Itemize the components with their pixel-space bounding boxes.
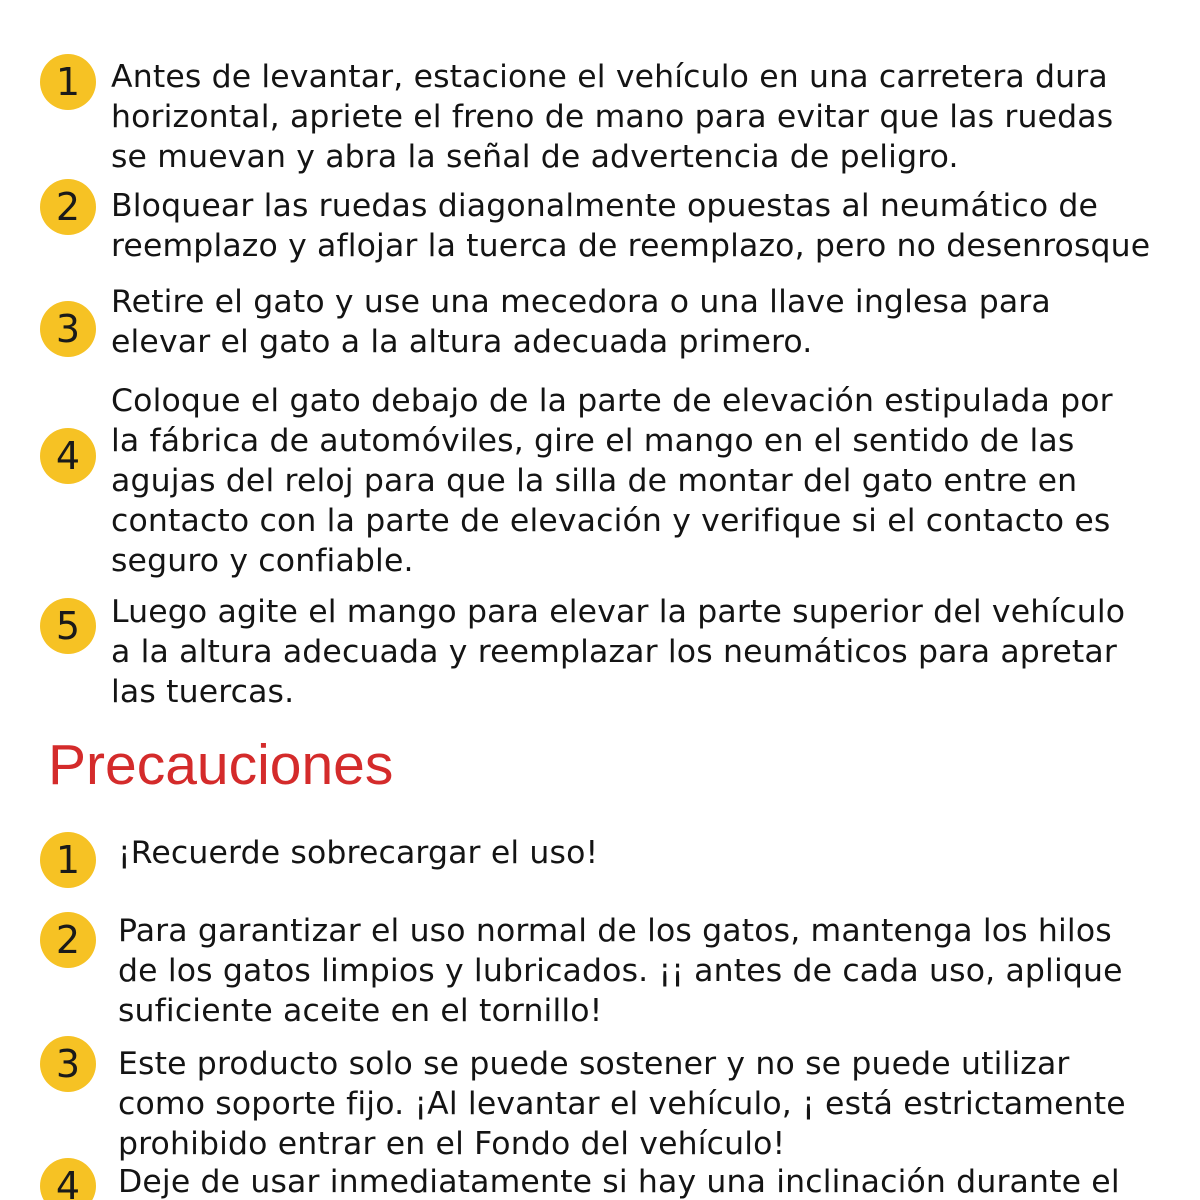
- step-number-badge: 4: [40, 428, 96, 484]
- precaution-text: Este producto solo se puede sostener y no se puede utilizar como soporte fijo. ¡Al levantar el vehículo, ¡ está estrictamente prohibido entrar en el Fondo del vehículo!: [118, 1046, 1126, 1162]
- step-text: Retire el gato y use una mecedora o una llave inglesa para elevar el gato a la altura adecuada primero.: [111, 284, 1051, 360]
- step-text: Antes de levantar, estacione el vehículo en una carretera dura horizontal, apriete el freno de mano para evitar que las ruedas se muevan y abra la señal de advertencia de peligro.: [111, 59, 1114, 175]
- step-text: Coloque el gato debajo de la parte de elevación estipulada por la fábrica de automóviles, gire el mango en el sentido de las agujas del reloj para que la silla de montar del gato entre en contacto con la parte de elevación y verifique si el contacto es seguro y confiable.: [111, 383, 1113, 579]
- precaution-number-badge: 3: [40, 1036, 96, 1092]
- precaution-text: Deje de usar inmediatamente si hay una inclinación durante el: [118, 1164, 1120, 1200]
- precaution-number-badge: 1: [40, 832, 96, 888]
- step-number-badge: 3: [40, 301, 96, 357]
- step-text: Luego agite el mango para elevar la parte superior del vehículo a la altura adecuada y reemplazar los neumáticos para apretar las tuercas.: [111, 594, 1126, 710]
- precaution-text: ¡Recuerde sobrecargar el uso!: [118, 835, 599, 871]
- precautions-heading: Precauciones: [48, 733, 394, 797]
- precaution-number-badge: 4: [40, 1158, 96, 1200]
- precaution-number-badge: 2: [40, 912, 96, 968]
- step-number-badge: 2: [40, 179, 96, 235]
- step-number-badge: 5: [40, 598, 96, 654]
- precaution-text: Para garantizar el uso normal de los gatos, mantenga los hilos de los gatos limpios y lubricados. ¡¡ antes de cada uso, aplique suficiente aceite en el tornillo!: [118, 913, 1123, 1029]
- step-text: Bloquear las ruedas diagonalmente opuestas al neumático de reemplazo y aflojar la tuerca de reemplazo, pero no desenrosque: [111, 188, 1151, 264]
- step-number-badge: 1: [40, 54, 96, 110]
